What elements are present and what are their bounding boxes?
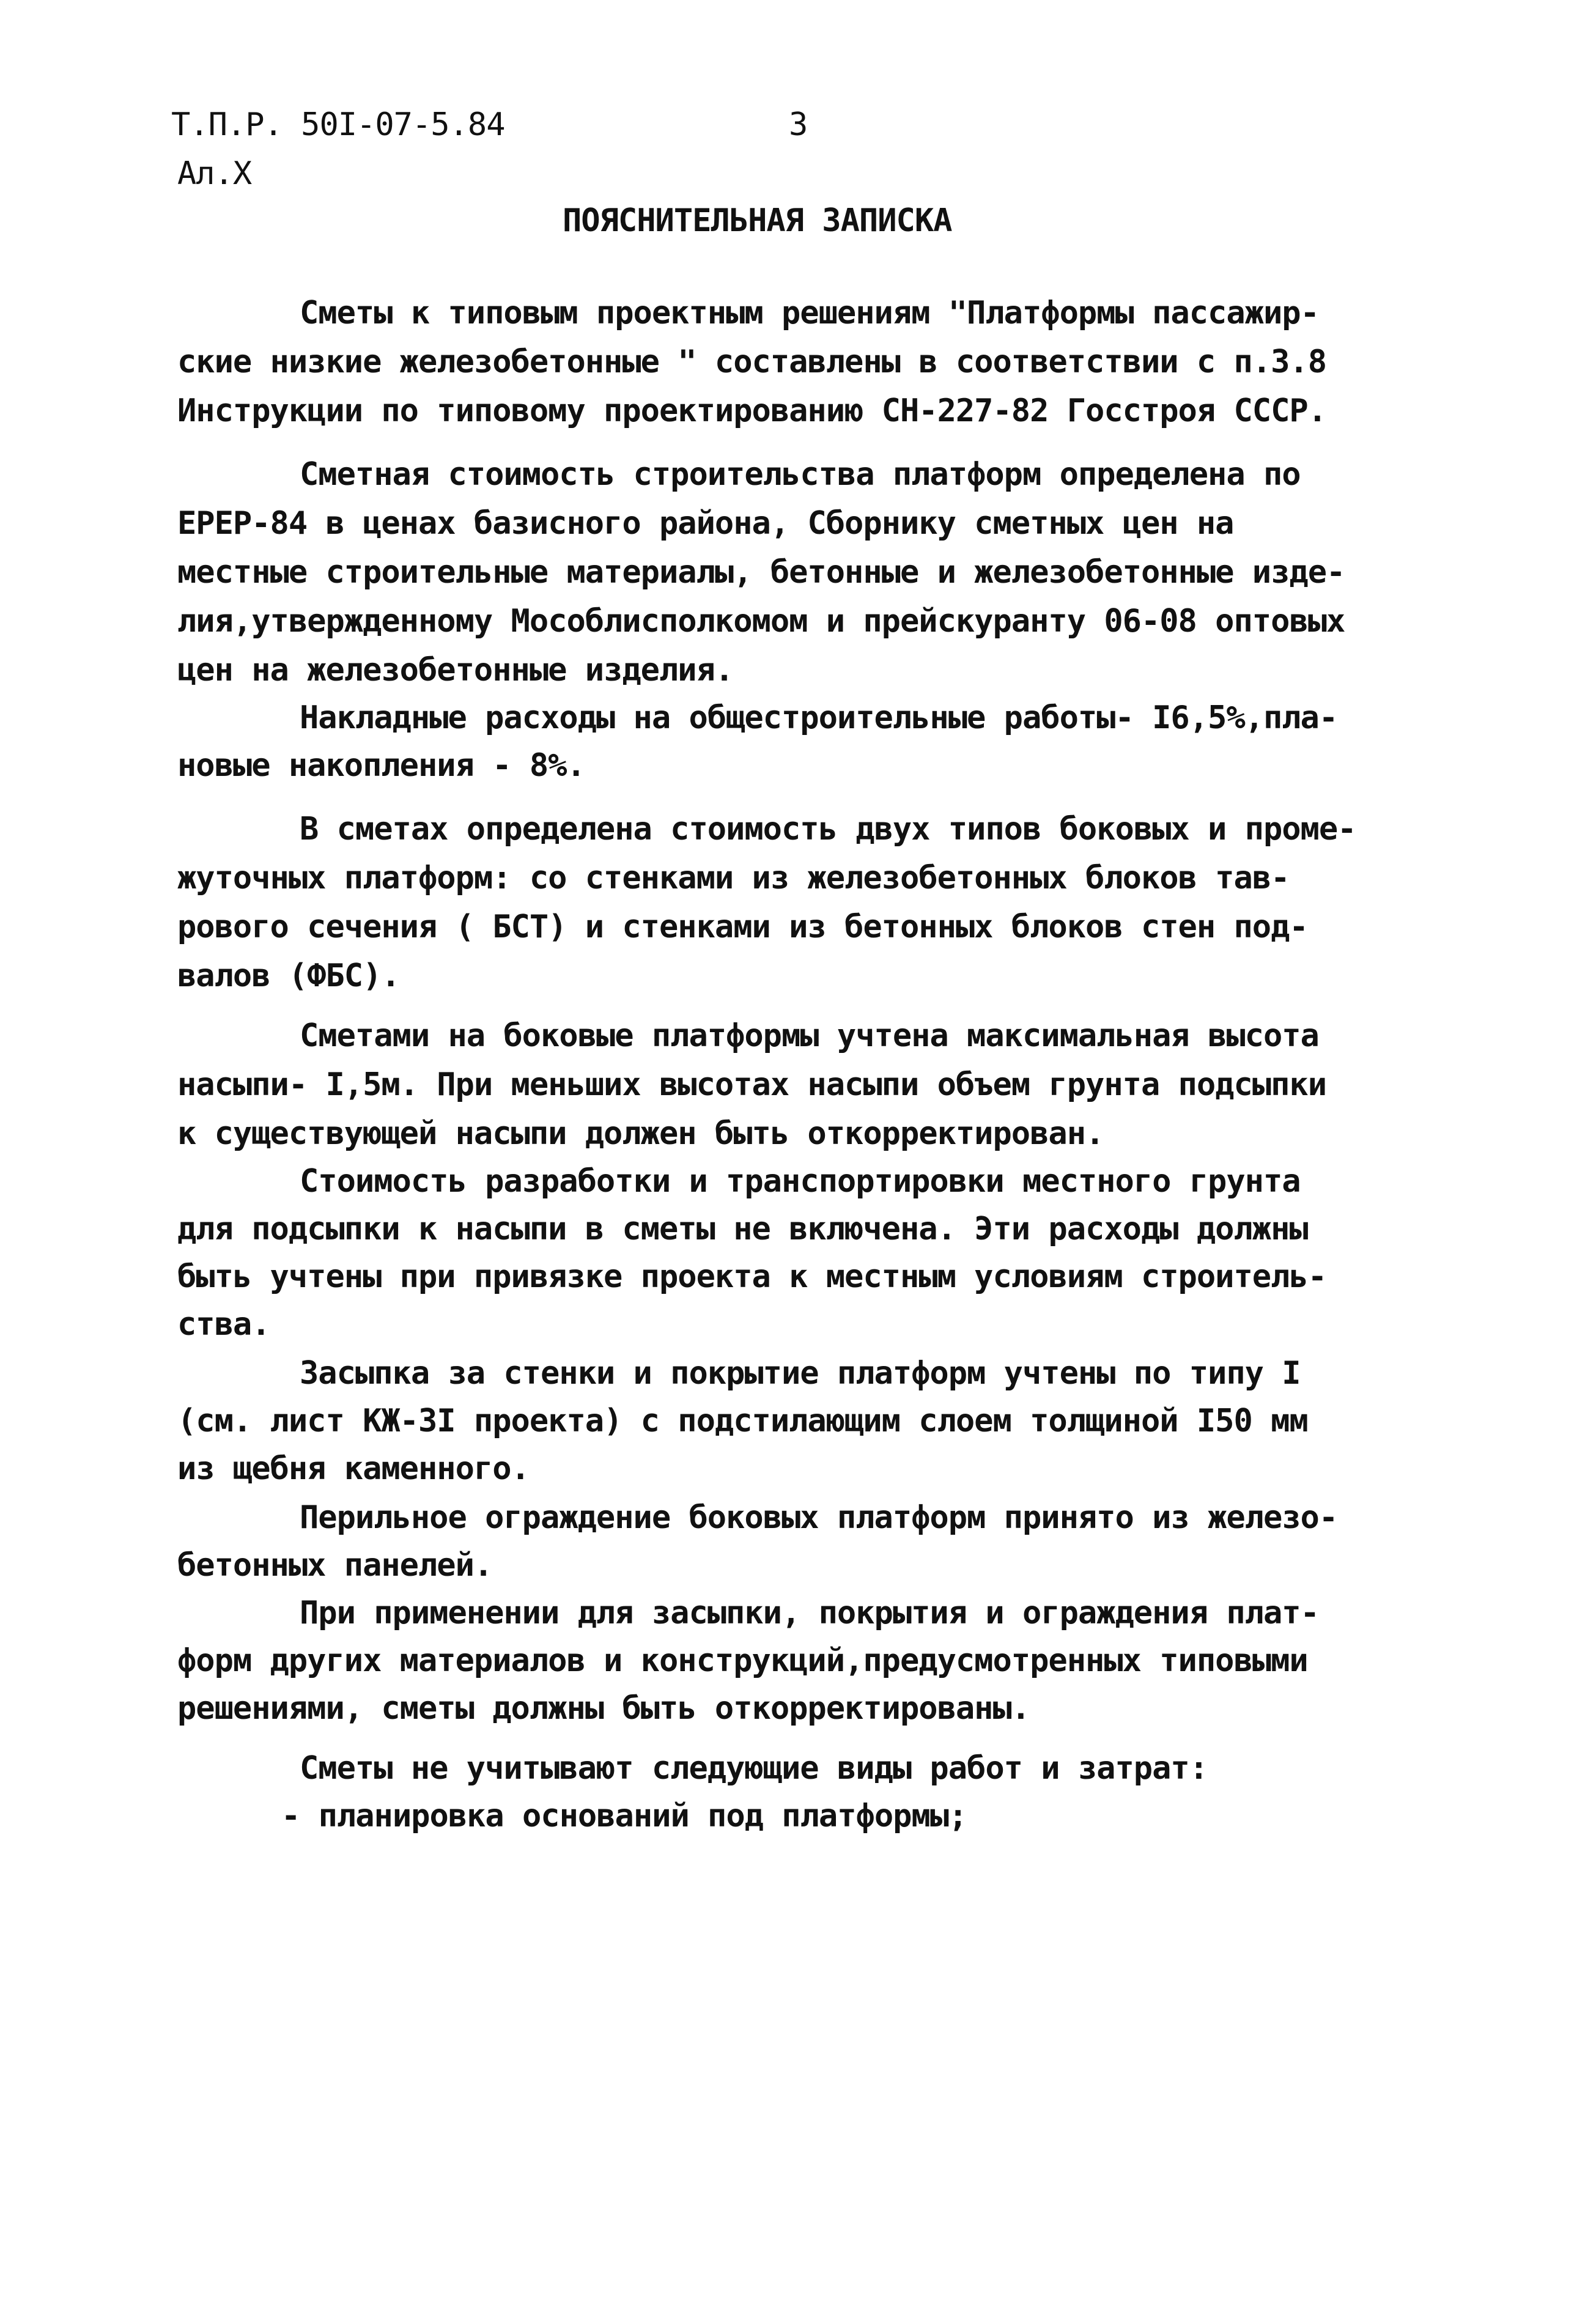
- paragraph-line: Сметами на боковые платформы учтена максимальная высота: [300, 1017, 1319, 1054]
- paragraph-line: Сметы к типовым проектным решениям "Платформы пассажир-: [300, 295, 1319, 331]
- paragraph-line: Засыпка за стенки и покрытие платформ учтены по типу I: [300, 1355, 1301, 1392]
- paragraph-line: При применении для засыпки, покрытия и ограждения плат-: [300, 1595, 1319, 1631]
- paragraph-line: быть учтены при привязке проекта к местным условиям строитель-: [177, 1258, 1327, 1295]
- list-item: - планировка оснований под платформы;: [281, 1798, 967, 1834]
- paragraph-line: ские низкие железобетонные " составлены в соответствии с п.3.8: [177, 344, 1327, 380]
- document-code: Т.П.Р. 50I-07-5.84: [171, 106, 505, 143]
- paragraph-line: Накладные расходы на общестроительные работы- I6,5%,пла-: [300, 700, 1338, 736]
- paragraph-line: бетонных панелей.: [177, 1547, 493, 1584]
- paragraph-line: В сметах определена стоимость двух типов боковых и проме-: [300, 811, 1356, 847]
- paragraph-line: Сметная стоимость строительства платформ определена по: [300, 456, 1301, 493]
- paragraph-line: насыпи- I,5м. При меньших высотах насыпи объем грунта подсыпки: [177, 1066, 1327, 1103]
- paragraph-line: к существующей насыпи должен быть откорректирован.: [177, 1115, 1104, 1152]
- paragraph-line: валов (ФБС).: [177, 958, 400, 994]
- sheet-label: Ал.Х: [177, 155, 252, 192]
- paragraph-line: лия,утвержденному Мособлисполкомом и прейскуранту 06-08 оптовых: [177, 603, 1345, 640]
- paragraph-line: Инструкции по типовому проектированию СН-227-82 Госстроя СССР.: [177, 393, 1327, 429]
- paragraph-line: Сметы не учитывают следующие виды работ и затрат:: [300, 1750, 1208, 1787]
- paragraph-line: рового сечения ( БСТ) и стенками из бетонных блоков стен под-: [177, 909, 1308, 945]
- paragraph-line: для подсыпки к насыпи в сметы не включена. Эти расходы должны: [177, 1211, 1308, 1247]
- document-title: ПОЯСНИТЕЛЬНАЯ ЗАПИСКА: [563, 202, 952, 239]
- paragraph-line: форм других материалов и конструкций,предусмотренных типовыми: [177, 1642, 1308, 1679]
- paragraph-line: Стоимость разработки и транспортировки местного грунта: [300, 1163, 1301, 1200]
- paragraph-line: ства.: [177, 1306, 270, 1343]
- paragraph-line: Перильное ограждение боковых платформ принято из железо-: [300, 1499, 1338, 1536]
- paragraph-line: (см. лист КЖ-3I проекта) с подстилающим слоем толщиной I50 мм: [177, 1403, 1308, 1439]
- page-number: 3: [789, 106, 808, 143]
- paragraph-line: из щебня каменного.: [177, 1450, 530, 1487]
- paragraph-line: цен на железобетонные изделия.: [177, 652, 734, 689]
- paragraph-line: ЕРЕР-84 в ценах базисного района, Сборнику сметных цен на: [177, 505, 1234, 542]
- paragraph-line: жуточных платформ: со стенками из железобетонных блоков тав-: [177, 860, 1290, 896]
- paragraph-line: местные строительные материалы, бетонные и железобетонные изде-: [177, 554, 1345, 591]
- paragraph-line: новые накопления - 8%.: [177, 747, 585, 784]
- paragraph-line: решениями, сметы должны быть откорректированы.: [177, 1690, 1030, 1727]
